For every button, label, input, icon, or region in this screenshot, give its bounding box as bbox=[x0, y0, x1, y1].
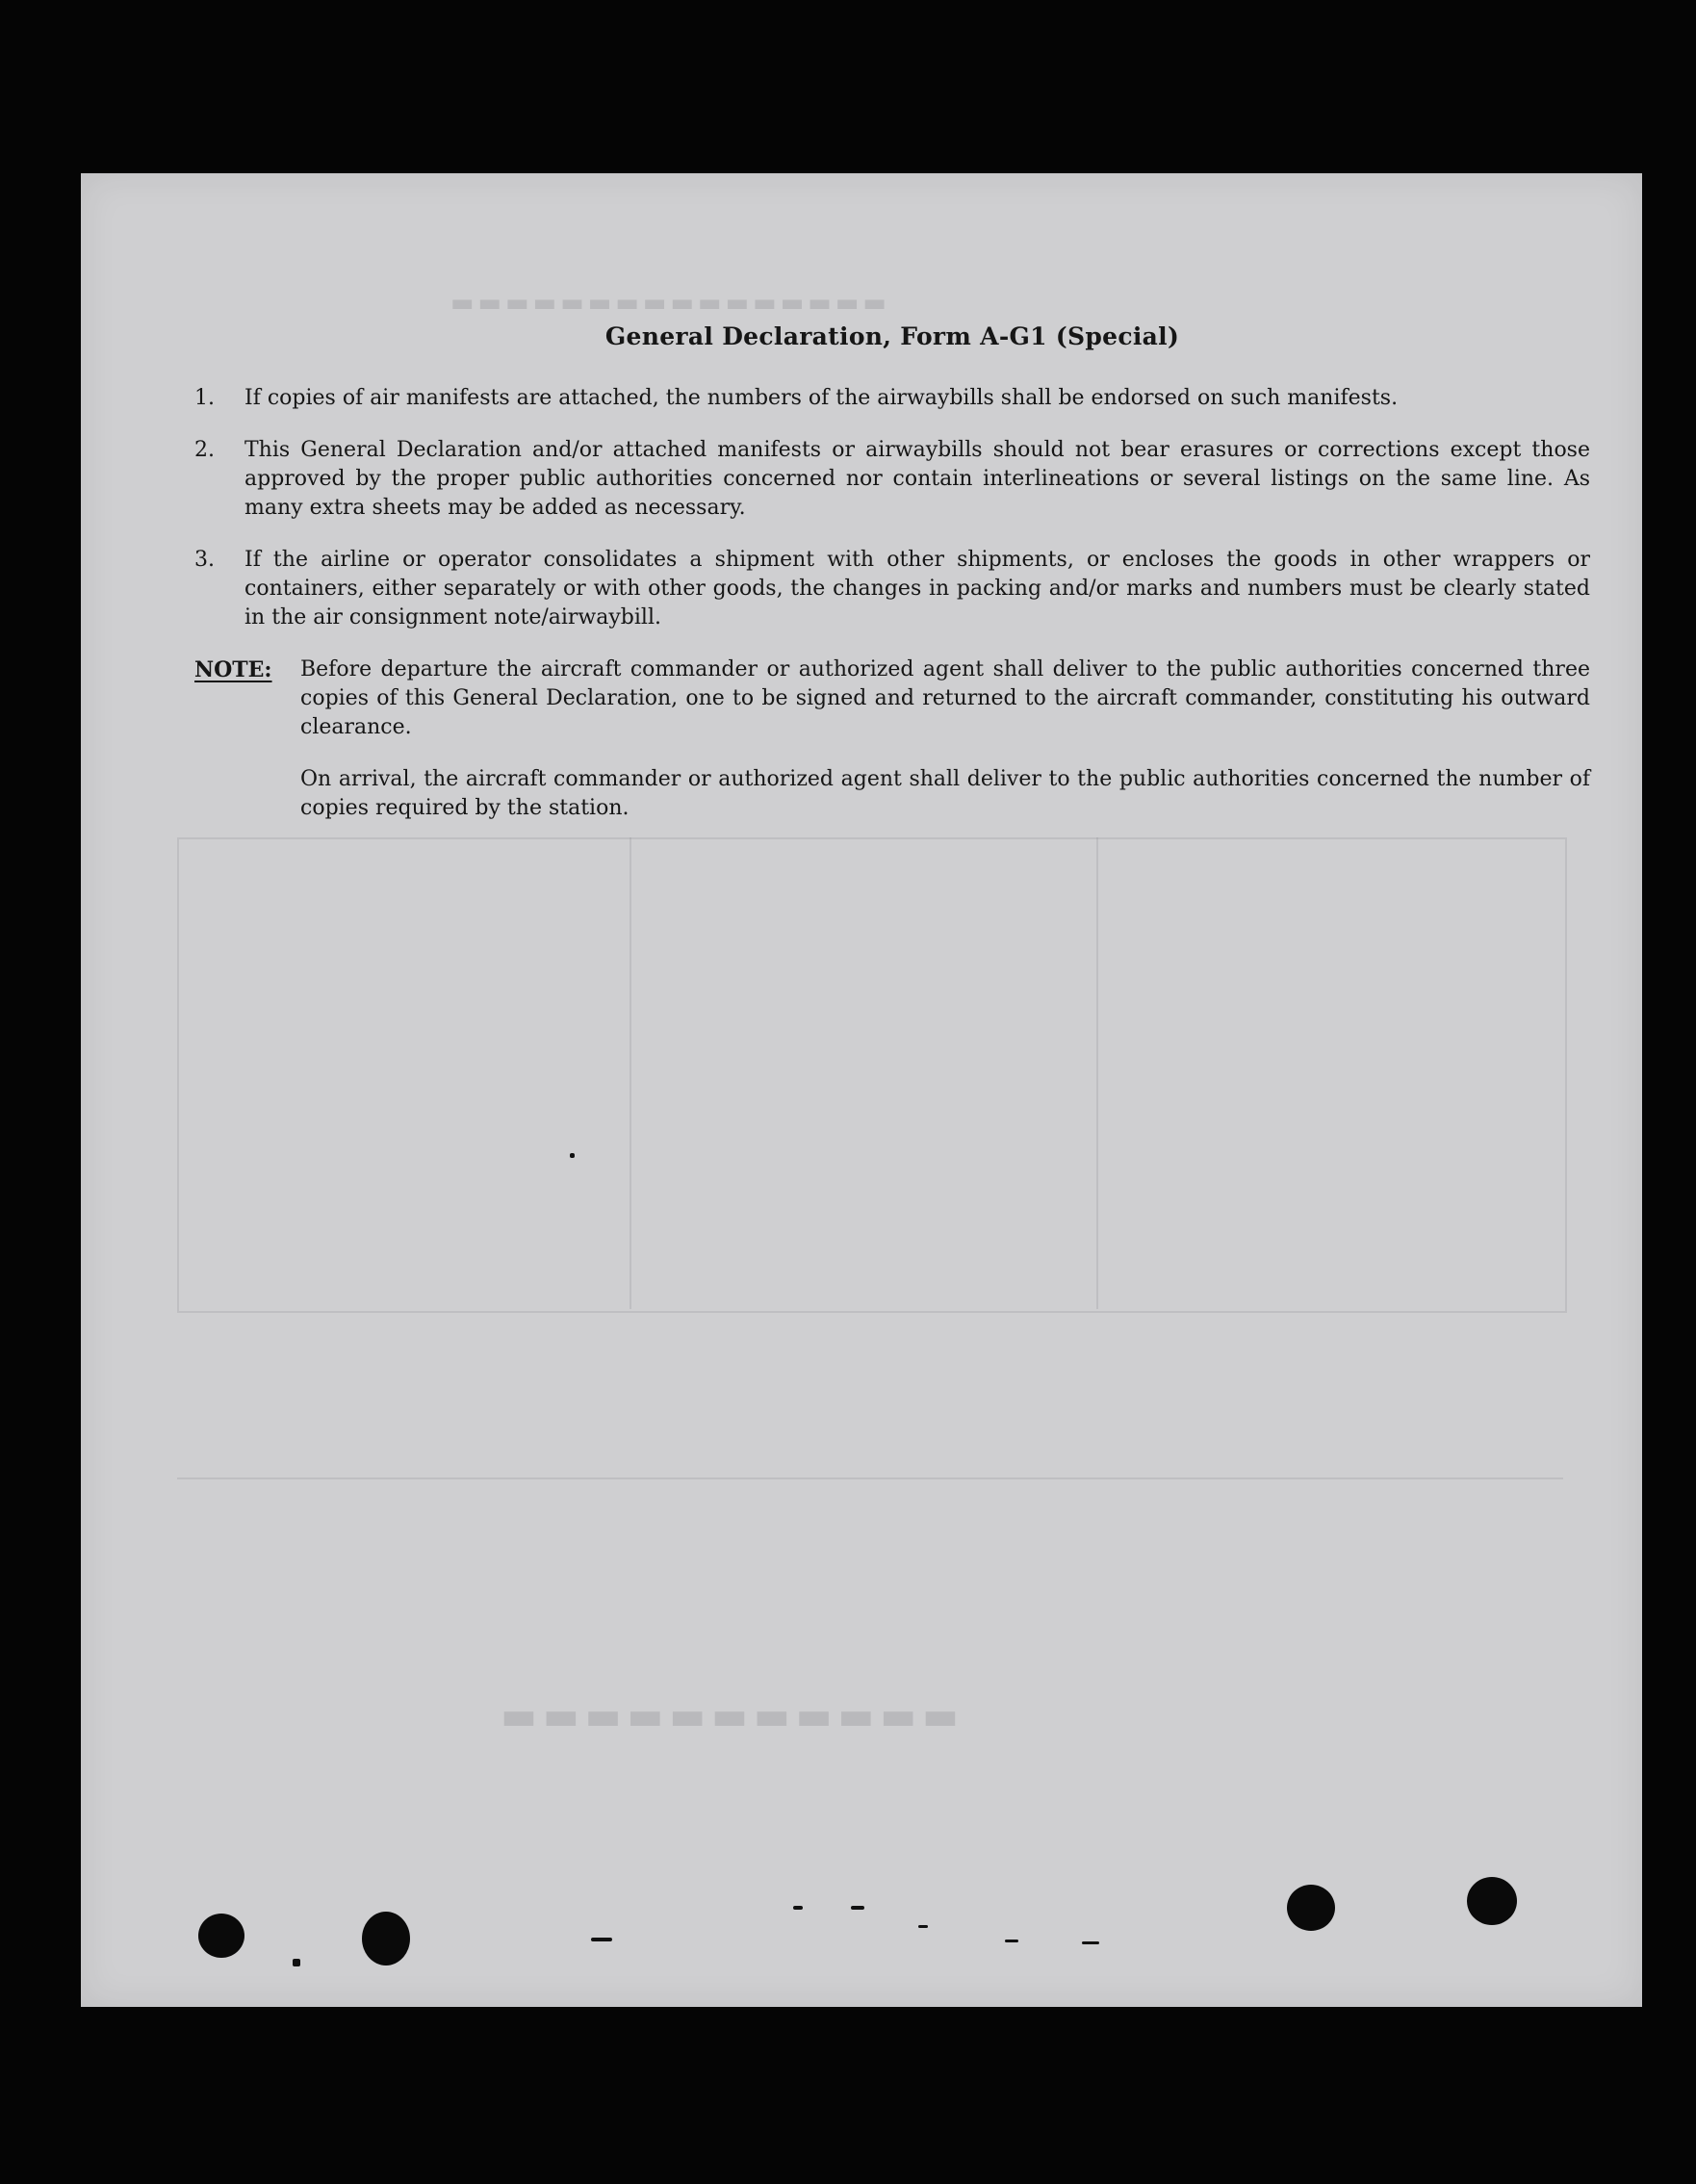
bleed-through-column-divider bbox=[1096, 837, 1098, 1309]
item-text: This General Declaration and/or attached manifests or airwaybills should not bear erasures or corrections except those approved by the proper public authorities concerned nor contain interlineations or several listings on the same line. As many extra sheets may be added as necessary. bbox=[244, 438, 1590, 520]
bleed-through-column-divider bbox=[630, 837, 631, 1309]
speck bbox=[1082, 1941, 1099, 1944]
item-number: 2. bbox=[194, 438, 215, 462]
item-number: 1. bbox=[194, 386, 215, 410]
speck bbox=[1005, 1940, 1018, 1942]
bleed-through-rule bbox=[177, 1477, 1563, 1479]
item-number: 3. bbox=[194, 548, 215, 572]
item-text: If the airline or operator consolidates a shipment with other shipments, or encloses the goods in other wrappers or containers, either separately or with other goods, the changes in packing and/or marks and numbers must be clearly stated in the air consignment note/airwaybill. bbox=[244, 548, 1590, 630]
note-paragraph: On arrival, the aircraft commander or authorized agent shall deliver to the public authorities concerned the number of copies required by the station. bbox=[300, 767, 1590, 820]
punch-hole bbox=[1467, 1877, 1517, 1925]
speck bbox=[591, 1938, 612, 1941]
instruction-item bbox=[194, 436, 1590, 523]
speck bbox=[793, 1906, 803, 1910]
speck bbox=[570, 1153, 575, 1158]
bleed-through-heading: ▬▬▬▬▬▬▬▬▬▬▬ bbox=[495, 1694, 959, 1738]
speck bbox=[918, 1925, 928, 1928]
note-paragraph: Before departure the aircraft commander or authorized agent shall deliver to the public authorities concerned three copies of this General Declaration, one to be signed and returned to the aircraft commander, constituting his outward clearance. bbox=[300, 657, 1590, 739]
punch-hole bbox=[362, 1912, 410, 1966]
page-title: General Declaration, Form A-G1 (Special) bbox=[604, 322, 1180, 350]
bleed-through-heading-top: ▬▬▬▬▬▬▬▬▬▬▬▬▬▬▬▬ bbox=[447, 289, 887, 318]
instruction-item bbox=[194, 546, 1590, 632]
bleed-through-table bbox=[177, 837, 1567, 1313]
punch-hole bbox=[1287, 1885, 1335, 1931]
item-text: If copies of air manifests are attached, the numbers of the airwaybills shall be endorsed on such manifests. bbox=[244, 386, 1399, 410]
note-block bbox=[194, 655, 1590, 742]
speck bbox=[851, 1906, 864, 1910]
note-label: NOTE: bbox=[194, 657, 272, 682]
punch-hole bbox=[198, 1914, 244, 1958]
speck bbox=[293, 1959, 300, 1966]
instruction-item bbox=[194, 384, 1590, 413]
declaration-instructions bbox=[194, 322, 1590, 823]
document-page bbox=[81, 173, 1642, 2007]
